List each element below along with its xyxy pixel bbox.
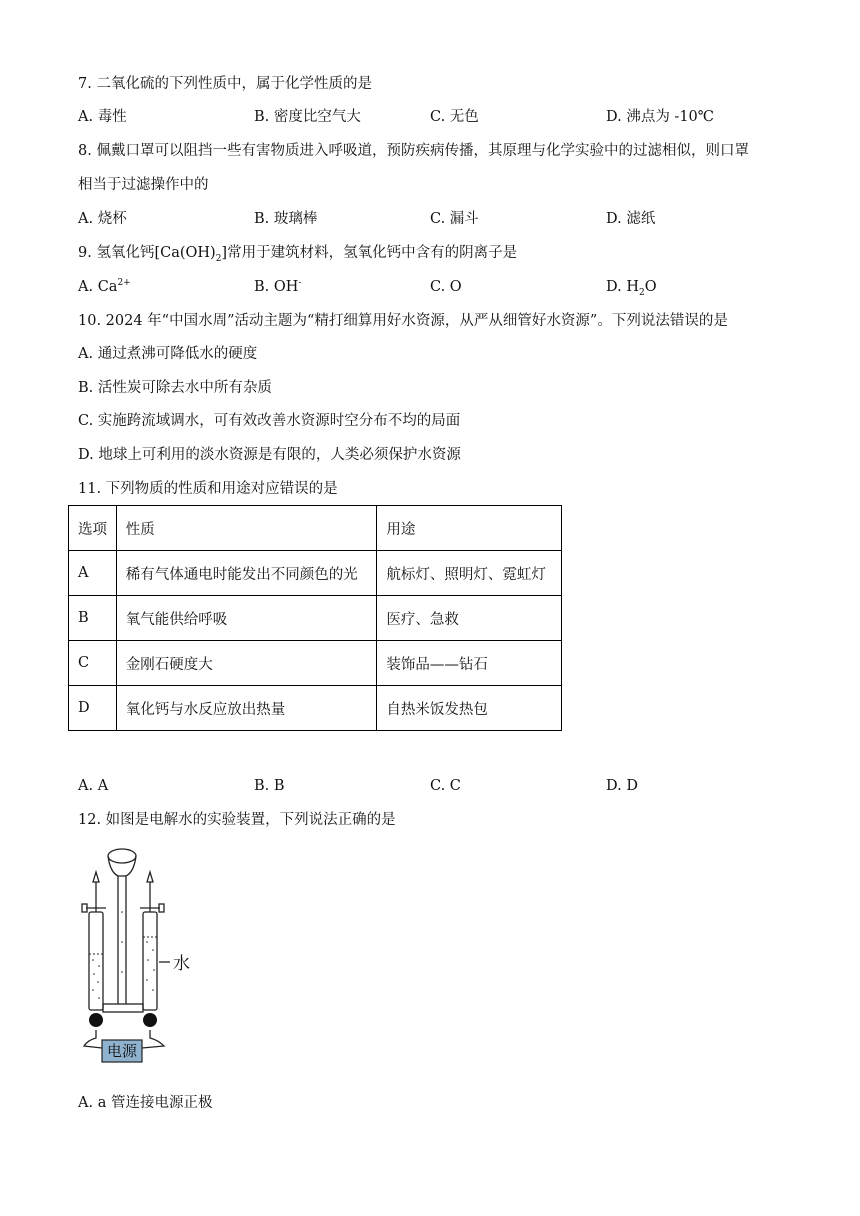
table-header-cell: 选项 xyxy=(69,506,117,551)
q7-option-c: C. 无色 xyxy=(430,109,479,125)
q9-option-c: C. O xyxy=(430,279,462,295)
table-cell: A xyxy=(69,551,117,596)
table-cell: 金刚石硬度大 xyxy=(116,641,377,686)
q11-option-b: B. B xyxy=(254,778,285,794)
water-label: 水 xyxy=(173,954,190,973)
q7-stem: 7. 二氧化硫的下列性质中，属于化学性质的是 xyxy=(78,76,372,92)
table-cell: D xyxy=(69,686,117,731)
q8-stem-line1: 8. 佩戴口罩可以阻挡一些有害物质进入呼吸道，预防疾病传播，其原理与化学实验中的过滤相似，则口罩 xyxy=(78,143,749,159)
table-cell: C xyxy=(69,641,117,686)
q9-option-b: B. OH- xyxy=(254,278,302,295)
table-cell: 装饰品——钻石 xyxy=(377,641,562,686)
table-cell: B xyxy=(69,596,117,641)
q12-stem: 12. 如图是电解水的实验装置，下列说法正确的是 xyxy=(78,812,396,828)
q8-option-b: B. 玻璃棒 xyxy=(254,211,318,227)
q10-option-b: B. 活性炭可除去水中所有杂质 xyxy=(78,380,272,396)
q11-stem: 11. 下列物质的性质和用途对应错误的是 xyxy=(78,481,338,497)
table-row xyxy=(69,641,562,686)
table-header-cell: 性质 xyxy=(116,506,377,551)
table-cell: 稀有气体通电时能发出不同颜色的光 xyxy=(116,551,377,596)
q8-stem-line2: 相当于过滤操作中的 xyxy=(78,177,209,193)
table-cell: 氧化钙与水反应放出热量 xyxy=(116,686,377,731)
electrolysis-apparatus-figure xyxy=(70,842,230,1074)
table-row xyxy=(69,686,562,731)
q10-option-a: A. 通过煮沸可降低水的硬度 xyxy=(78,346,258,362)
power-source-label: 电源 xyxy=(106,1043,138,1060)
q12-option-a: A. a 管连接电源正极 xyxy=(78,1095,213,1111)
right-electrode-icon xyxy=(143,1013,157,1027)
q11-table xyxy=(68,505,562,731)
table-cell: 自热米饭发热包 xyxy=(377,686,562,731)
table-row xyxy=(69,551,562,596)
left-electrode-icon xyxy=(89,1013,103,1027)
q10-option-c: C. 实施跨流域调水，可有效改善水资源时空分布不均的局面 xyxy=(78,413,461,429)
q11-option-c: C. C xyxy=(430,778,461,794)
table-cell: 氧气能供给呼吸 xyxy=(116,596,377,641)
q8-option-a: A. 烧杯 xyxy=(78,211,127,227)
q7-option-d: D. 沸点为 -10℃ xyxy=(606,109,715,125)
table-cell: 医疗、急救 xyxy=(377,596,562,641)
q8-option-d: D. 滤纸 xyxy=(606,211,656,227)
table-cell: 航标灯、照明灯、霓虹灯 xyxy=(377,551,562,596)
table-header-row xyxy=(69,506,562,551)
q7-option-a: A. 毒性 xyxy=(78,109,127,125)
q8-option-c: C. 漏斗 xyxy=(430,211,479,227)
q7-option-b: B. 密度比空气大 xyxy=(254,109,361,125)
table-header-cell: 用途 xyxy=(377,506,562,551)
q9-option-d: D. $H_2O$ xyxy=(606,279,657,298)
q10-option-d: D. 地球上可利用的淡水资源是有限的，人类必须保护水资源 xyxy=(78,447,461,463)
q11-option-d: D. D xyxy=(606,778,638,794)
q10-stem: 10. 2024 年“中国水周”活动主题为“精打细算用好水资源，从严从细管好水资源”。下列说法错误的是 xyxy=(78,313,728,329)
q11-option-a: A. A xyxy=(78,778,109,794)
q9-stem: 9. 氢氧化钙$[Ca(OH)_2]$常用于建筑材料，氢氧化钙中含有的阴离子是 xyxy=(78,245,518,264)
table-row xyxy=(69,596,562,641)
q9-option-a: A. $Ca^{2+}$ xyxy=(78,278,131,295)
